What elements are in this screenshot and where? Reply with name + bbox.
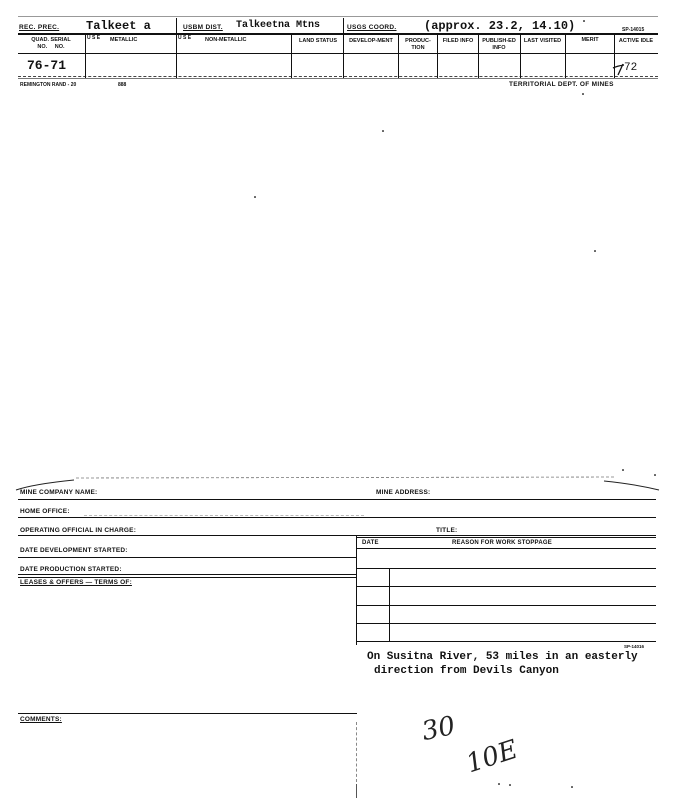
active-idle-value: 72 xyxy=(624,62,638,74)
handwritten-mark-1: 30 xyxy=(419,710,458,748)
typed-note-line2: direction from Devils Canyon xyxy=(374,665,559,677)
usgs-coord-value: (approx. 23.2, 14.10) xyxy=(424,19,576,33)
date-production-label: DATE PRODUCTION STARTED: xyxy=(20,566,122,573)
col-non-metallic: NON-METALLIC xyxy=(205,37,247,43)
mine-address-label: MINE ADDRESS: xyxy=(376,489,431,496)
form-number-2: SP-14016 xyxy=(624,644,645,649)
home-office-label: HOME OFFICE: xyxy=(20,508,70,515)
department-label: TERRITORIAL DEPT. OF MINES xyxy=(509,81,614,88)
typed-note xyxy=(367,650,638,678)
col-use-left: U S E xyxy=(87,35,101,41)
usbm-dist-value: Talkeetna Mtns xyxy=(236,20,321,31)
col-published-info: PUBLISH-ED INFO xyxy=(482,38,516,51)
col-filed-info: FILED INFO xyxy=(442,38,474,44)
title-label: TITLE: xyxy=(436,527,458,534)
printer-code: 888 xyxy=(118,82,127,88)
form-number: SP-14015 xyxy=(622,27,645,33)
rec-prec-label: REC. PREC. xyxy=(19,24,60,31)
printer-label: REMINGTON RAND - 20 xyxy=(20,82,77,88)
col-metallic: METALLIC xyxy=(110,37,138,43)
col-production: PRODUC-TION xyxy=(405,38,431,51)
col-use-right: U S E xyxy=(178,35,192,41)
operating-official-label: OPERATING OFFICIAL IN CHARGE: xyxy=(20,527,137,534)
leases-label: LEASES & OFFERS — TERMS OF: xyxy=(20,579,132,586)
date-col-label: DATE xyxy=(362,540,379,546)
col-development: DEVELOP-MENT xyxy=(349,38,393,44)
col-active-idle: ACTIVE IDLE xyxy=(618,38,654,44)
col-merit: MERIT xyxy=(581,37,599,43)
torn-edge xyxy=(14,474,664,496)
usbm-dist-label: USBM DIST. xyxy=(183,24,223,31)
reason-col-label: REASON FOR WORK STOPPAGE xyxy=(452,540,552,546)
usgs-coord-label: USGS COORD. xyxy=(347,24,397,31)
typed-note-line1: On Susitna River, 53 miles in an easterly xyxy=(367,651,638,663)
comments-label: COMMENTS: xyxy=(20,716,62,723)
checkmark-icon xyxy=(612,62,628,76)
col-quad-serial: QUAD. SERIAL NO. NO. xyxy=(31,37,71,50)
mine-company-name-label: MINE COMPANY NAME: xyxy=(20,489,98,496)
col-last-visited: LAST VISITED xyxy=(523,38,562,44)
rec-prec-value: Talkeet a xyxy=(86,19,151,33)
handwritten-mark-2: 10E xyxy=(462,734,522,780)
col-land-status: LAND STATUS xyxy=(299,38,337,44)
serial-value: 76-71 xyxy=(27,58,67,73)
date-development-label: DATE DEVELOPMENT STARTED: xyxy=(20,547,128,554)
